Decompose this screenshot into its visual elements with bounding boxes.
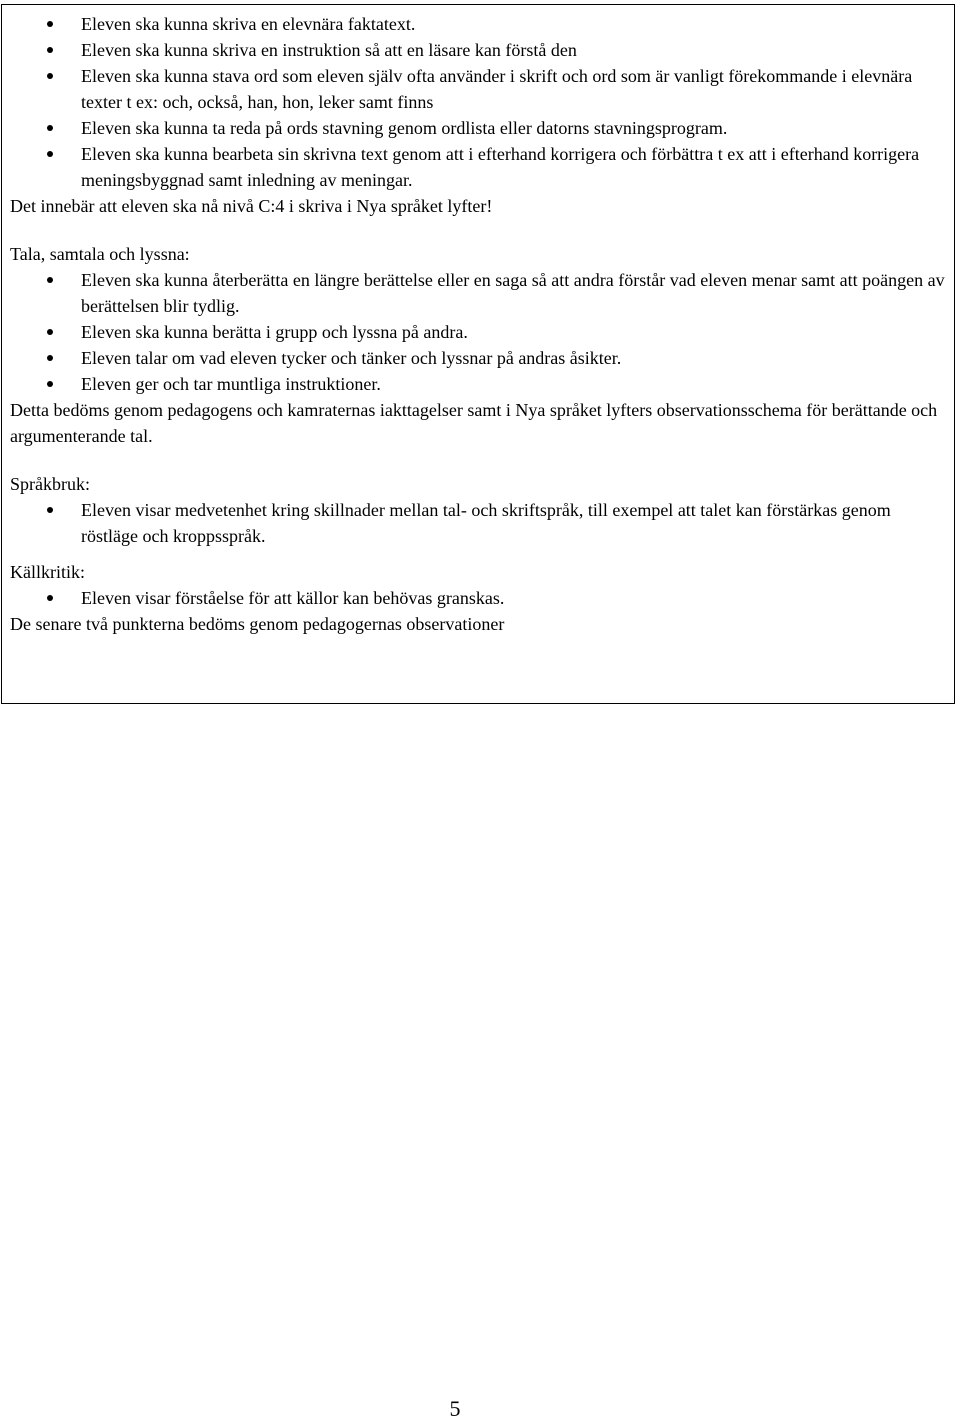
section-heading-tala: Tala, samtala och lyssna: xyxy=(10,244,190,264)
list-item xyxy=(10,585,950,611)
list-item-text: Eleven visar medvetenhet kring skillnader mellan tal- och skriftspråk, till exempel att talet kan förstärkas genom röstläge och kroppsspråk. xyxy=(81,500,891,546)
list-item xyxy=(10,37,950,63)
list-item xyxy=(10,115,950,141)
bullet-icon xyxy=(47,125,53,131)
page-number: 5 xyxy=(449,1396,461,1421)
document-content xyxy=(10,11,950,637)
list-item xyxy=(10,319,950,345)
observation-note: De senare två punkterna bedöms genom pedagogernas observationer xyxy=(10,614,505,634)
bullet-icon xyxy=(47,329,53,335)
list-item xyxy=(10,497,950,549)
list-item xyxy=(10,11,950,37)
writing-goals-list xyxy=(10,11,950,193)
bullet-icon xyxy=(47,381,53,387)
bullet-icon xyxy=(47,47,53,53)
bullet-icon xyxy=(47,507,53,513)
section-heading-kallkritik: Källkritik: xyxy=(10,562,85,582)
list-item xyxy=(10,63,950,115)
content-frame xyxy=(1,4,955,704)
bullet-icon xyxy=(47,73,53,79)
list-item xyxy=(10,345,950,371)
speaking-goals-list xyxy=(10,267,950,397)
bullet-icon xyxy=(47,595,53,601)
language-use-list xyxy=(10,497,950,549)
list-item-text: Eleven ska kunna stava ord som eleven själv ofta använder i skrift och ord som är vanligt förekommande i elevnära texter t ex: och, också, han, hon, leker samt finns xyxy=(81,66,913,112)
list-item-text: Eleven ska kunna ta reda på ords stavning genom ordlista eller datorns stavningsprogram. xyxy=(81,118,728,138)
list-item xyxy=(10,141,950,193)
speaking-assessment-note: Detta bedöms genom pedagogens och kamraternas iakttagelser samt i Nya språket lyfters observationsschema för berättande och argumenterande tal. xyxy=(10,400,938,446)
writing-level-note: Det innebär att eleven ska nå nivå C:4 i skriva i Nya språket lyfter! xyxy=(10,196,493,216)
list-item-text: Eleven ska kunna bearbeta sin skrivna text genom att i efterhand korrigera och förbättra t ex att i efterhand korrigera meningsbyggnad samt inledning av meningar. xyxy=(81,144,920,190)
list-item-text: Eleven talar om vad eleven tycker och tänker och lyssnar på andras åsikter. xyxy=(81,348,622,368)
source-criticism-list xyxy=(10,585,950,611)
list-item-text: Eleven ska kunna skriva en instruktion så att en läsare kan förstå den xyxy=(81,40,577,60)
list-item-text: Eleven ska kunna skriva en elevnära faktatext. xyxy=(81,14,416,34)
bullet-icon xyxy=(47,355,53,361)
list-item xyxy=(10,267,950,319)
bullet-icon xyxy=(47,151,53,157)
list-item-text: Eleven visar förståelse för att källor kan behövas granskas. xyxy=(81,588,505,608)
bullet-icon xyxy=(47,21,53,27)
list-item xyxy=(10,371,950,397)
list-item-text: Eleven ska kunna berätta i grupp och lyssna på andra. xyxy=(81,322,468,342)
list-item-text: Eleven ska kunna återberätta en längre berättelse eller en saga så att andra förstår vad eleven menar samt att poängen av berättelsen blir tydlig. xyxy=(81,270,945,316)
bullet-icon xyxy=(47,277,53,283)
list-item-text: Eleven ger och tar muntliga instruktioner. xyxy=(81,374,381,394)
section-heading-sprakbruk: Språkbruk: xyxy=(10,474,90,494)
